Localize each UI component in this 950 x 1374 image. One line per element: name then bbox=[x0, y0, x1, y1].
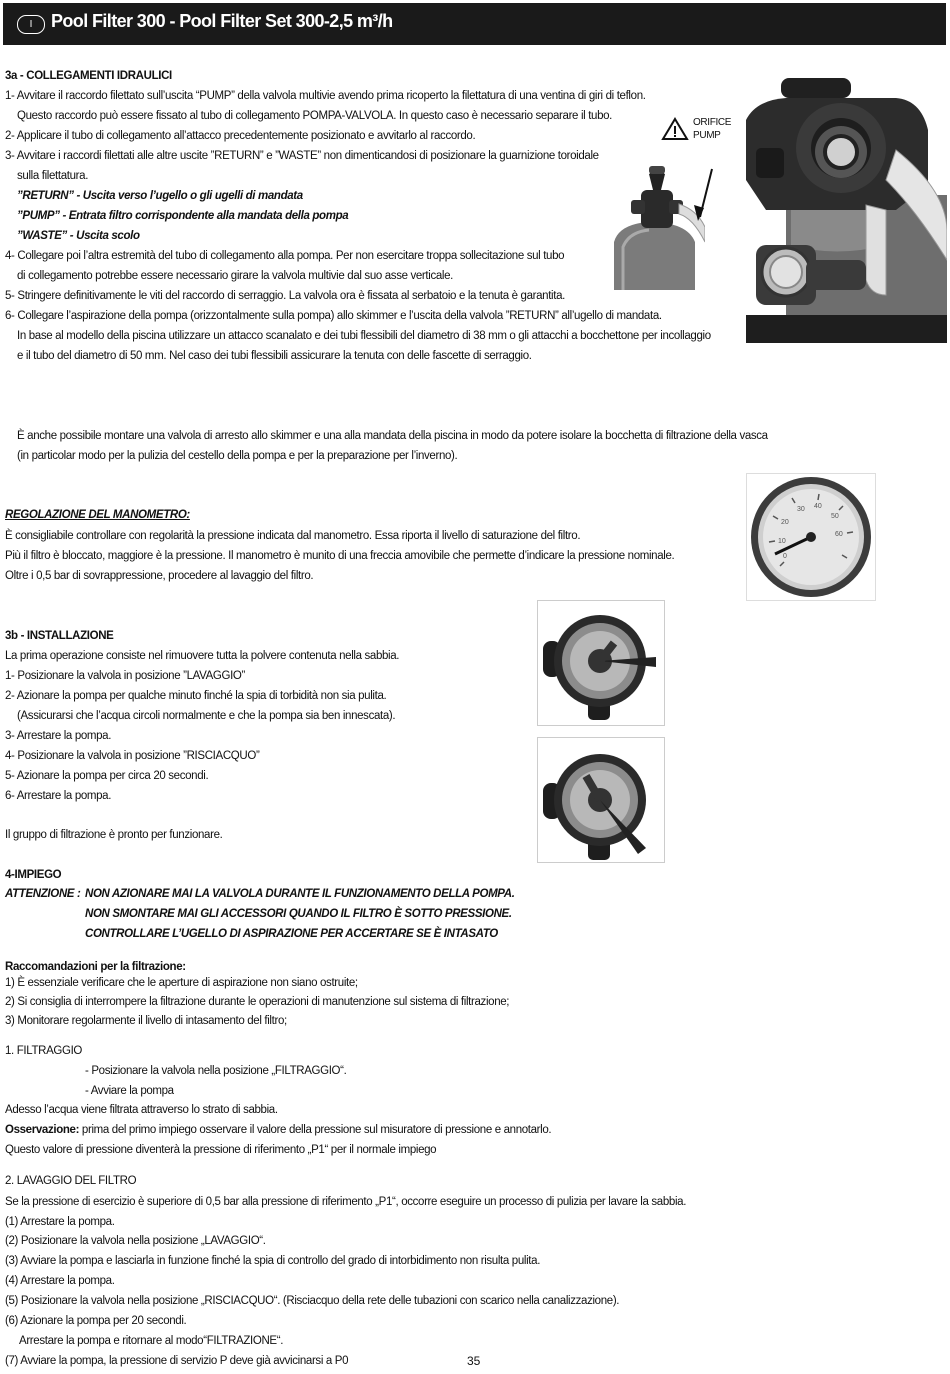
sec3b-line: 4- Posizionare la valvola in posizione ”RISCIACQUO” bbox=[5, 750, 260, 762]
dial-tick: 0 bbox=[783, 553, 787, 560]
observation-line bbox=[5, 1123, 551, 1137]
sec3b-line: 2- Azionare la pompa per qualche minuto finché la spia di torbidità non sia pulita. bbox=[5, 690, 387, 702]
backwash-heading: 2. LAVAGGIO DEL FILTRO bbox=[5, 1175, 137, 1187]
recommendation-item: 1) È essenziale verificare che le aperture di aspirazione non siano ostruite; bbox=[5, 977, 358, 989]
orifice-label: ORIFICE bbox=[693, 117, 732, 128]
dial-tick: 40 bbox=[814, 503, 822, 510]
filtering-step: - Posizionare la valvola nella posizione „FILTRAGGIO“. bbox=[85, 1065, 347, 1077]
note-line: (in particolar modo per la pulizia del cestello della pompa e per la preparazione per l’inverno). bbox=[17, 450, 458, 462]
sec3a-line: e il tubo del diametro di 50 mm. Nel caso dei tubi flessibili assicurare la tenuta con delle fascette di serraggio. bbox=[17, 350, 532, 362]
dial-tick: 30 bbox=[797, 506, 805, 513]
sec3a-line: In base al modello della piscina utilizzare un attacco scanalato e dei tubi flessibili del diametro di 38 mm o gli attacchi a bocchettone per incollaggio bbox=[17, 330, 711, 342]
sec3b-line: 6- Arrestare la pompa. bbox=[5, 790, 112, 802]
gauge-line: Più il filtro è bloccato, maggiore è la pressione. Il manometro è munito di una freccia amovibile che permette d’indicare la pressione nominale. bbox=[5, 550, 675, 562]
language-badge: I bbox=[17, 15, 45, 34]
filtering-step: - Avviare la pompa bbox=[85, 1085, 174, 1097]
backwash-step: (5) Posizionare la valvola nella posizione „RISCIACQUO“. (Risciacquo della rete delle tubazioni con scarico nella canalizzazione). bbox=[5, 1295, 620, 1307]
sec3b-line: La prima operazione consiste nel rimuovere tutta la polvere contenuta nella sabbia. bbox=[5, 650, 400, 662]
sec3b-line: 5- Azionare la pompa per circa 20 secondi. bbox=[5, 770, 209, 782]
section-3a-heading: 3a - COLLEGAMENTI IDRAULICI bbox=[5, 70, 172, 82]
page-header bbox=[3, 3, 946, 45]
dial-tick: 10 bbox=[778, 538, 786, 545]
dial-tick: 50 bbox=[831, 513, 839, 520]
gauge-line: Oltre i 0,5 bar di sovrappressione, procedere al lavaggio del filtro. bbox=[5, 570, 314, 582]
sec3a-line: 2- Applicare il tubo di collegamento all’attacco precedentemente posizionato e avvitarlo al raccordo. bbox=[5, 130, 476, 142]
gauge-heading: REGOLAZIONE DEL MANOMETRO: bbox=[5, 509, 190, 521]
backwash-intro: Se la pressione di esercizio è superiore di 0,5 bar alla pressione di riferimento „P1“, occorre eseguire un processo di pulizia per lavare la sabbia. bbox=[5, 1196, 687, 1208]
gauge-line: È consigliabile controllare con regolarità la pressione indicata dal manometro. Essa riporta il livello di saturazione del filtro. bbox=[5, 530, 581, 542]
sec3b-line: 3- Arrestare la pompa. bbox=[5, 730, 112, 742]
filtering-line: Adesso l’acqua viene filtrata attraverso lo strato di sabbia. bbox=[5, 1104, 278, 1116]
sec3b-line: 1- Posizionare la valvola in posizione ”LAVAGGIO” bbox=[5, 670, 246, 682]
warning-line: CONTROLLARE L’UGELLO DI ASPIRAZIONE PER ACCERTARE SE È INTASATO bbox=[85, 928, 498, 940]
sec3a-line: di collegamento potrebbe essere necessario girare la valvola multivie dal suo asse verticale. bbox=[17, 270, 454, 282]
pump-label: PUMP bbox=[693, 130, 721, 141]
backwash-step: (7) Avviare la pompa, la pressione di servizio P deve già avvicinarsi a P0 bbox=[5, 1355, 349, 1367]
valve-pump-photo bbox=[746, 70, 947, 343]
recommendations-heading: Raccomandazioni per la filtrazione: bbox=[5, 961, 186, 973]
filtering-heading: 1. FILTRAGGIO bbox=[5, 1045, 83, 1057]
waste-definition: ”WASTE” - Uscita scolo bbox=[17, 230, 140, 242]
note-line: È anche possibile montare una valvola di arresto allo skimmer e una alla mandata della piscina in modo da potere isolare la bocchetta di filtrazione della vasca bbox=[17, 430, 768, 442]
pump-definition: ”PUMP” - Entrata filtro corrispondente alla mandata della pompa bbox=[17, 210, 349, 222]
filtering-line: Questo valore di pressione diventerà la pressione di riferimento „P1“ per il normale impiego bbox=[5, 1144, 437, 1156]
sec3a-line: 4- Collegare poi l’altra estremità del tubo di collegamento alla pompa. Per non esercitare troppa sollecitazione sul tubo bbox=[5, 250, 565, 262]
pressure-gauge-photo bbox=[746, 473, 876, 601]
backwash-step: (4) Arrestare la pompa. bbox=[5, 1275, 115, 1287]
recommendation-item: 3) Monitorare regolarmente il livello di intasamento del filtro; bbox=[5, 1015, 287, 1027]
sec3a-line: sulla filettatura. bbox=[17, 170, 89, 182]
backwash-step: (2) Posizionare la valvola nella posizione „LAVAGGIO“. bbox=[5, 1235, 266, 1247]
attention-label: ATTENZIONE : bbox=[5, 888, 81, 900]
section-4-heading: 4-IMPIEGO bbox=[5, 869, 62, 881]
valve-position-photo-2 bbox=[537, 737, 665, 863]
backwash-step: (6) Azionare la pompa per 20 secondi. bbox=[5, 1315, 187, 1327]
return-definition: ”RETURN” - Uscita verso l’ugello o gli ugelli di mandata bbox=[17, 190, 303, 202]
dial-tick: 20 bbox=[781, 519, 789, 526]
sec3a-line: Questo raccordo può essere fissato al tubo di collegamento POMPA-VALVOLA. In questo caso è necessario separare il tubo. bbox=[17, 110, 613, 122]
backwash-step: (3) Avviare la pompa e lasciarla in funzione finché la spia di controllo del grado di intorbidimento non risulta pulita. bbox=[5, 1255, 541, 1267]
page-title: Pool Filter 300 - Pool Filter Set 300-2,5 m³/h bbox=[51, 11, 393, 31]
sec3a-line: 1- Avvitare il raccordo filettato sull’uscita “PUMP” della valvola multivie avendo prima ricoperto la filettatura di una ventina di giri di teflon. bbox=[5, 90, 646, 102]
sec3b-line: (Assicurarsi che l’acqua circoli normalmente e che la pompa sia ben innescata). bbox=[17, 710, 396, 722]
sec3a-line: 5- Stringere definitivamente le viti del raccordo di serraggio. La valvola ora è fissata al serbatoio e la tenuta è garantita. bbox=[5, 290, 565, 302]
dial-tick: 60 bbox=[835, 531, 843, 538]
warning-line: NON AZIONARE MAI LA VALVOLA DURANTE IL FUNZIONAMENTO DELLA POMPA. bbox=[85, 888, 515, 900]
sec3a-line: 6- Collegare l’aspirazione della pompa (orizzontalmente sulla pompa) allo skimmer e l’uscita della valvola ”RETURN” all’ugello di mandata. bbox=[5, 310, 662, 322]
observation-text: prima del primo impiego osservare il valore della pressione sul misuratore di pressione e annotarlo. bbox=[79, 1124, 552, 1136]
observation-label: Osservazione: bbox=[5, 1124, 80, 1136]
sec3b-line: Il gruppo di filtrazione è pronto per funzionare. bbox=[5, 829, 223, 841]
backwash-step: Arrestare la pompa e ritornare al modo“FILTRAZIONE“. bbox=[19, 1335, 284, 1347]
section-3b-heading: 3b - INSTALLAZIONE bbox=[5, 630, 114, 642]
warning-line: NON SMONTARE MAI GLI ACCESSORI QUANDO IL FILTRO È SOTTO PRESSIONE. bbox=[85, 908, 512, 920]
page-number: 35 bbox=[467, 1354, 481, 1368]
recommendation-item: 2) Si consiglia di interrompere la filtrazione durante le operazioni di manutenzione sul sistema di filtrazione; bbox=[5, 996, 510, 1008]
sec3a-line: 3- Avvitare i raccordi filettati alle altre uscite ”RETURN” e ”WASTE” non dimenticandosi di posizionare la guarnizione toroidale bbox=[5, 150, 599, 162]
valve-position-photo-1 bbox=[537, 600, 665, 726]
backwash-step: (1) Arrestare la pompa. bbox=[5, 1216, 115, 1228]
